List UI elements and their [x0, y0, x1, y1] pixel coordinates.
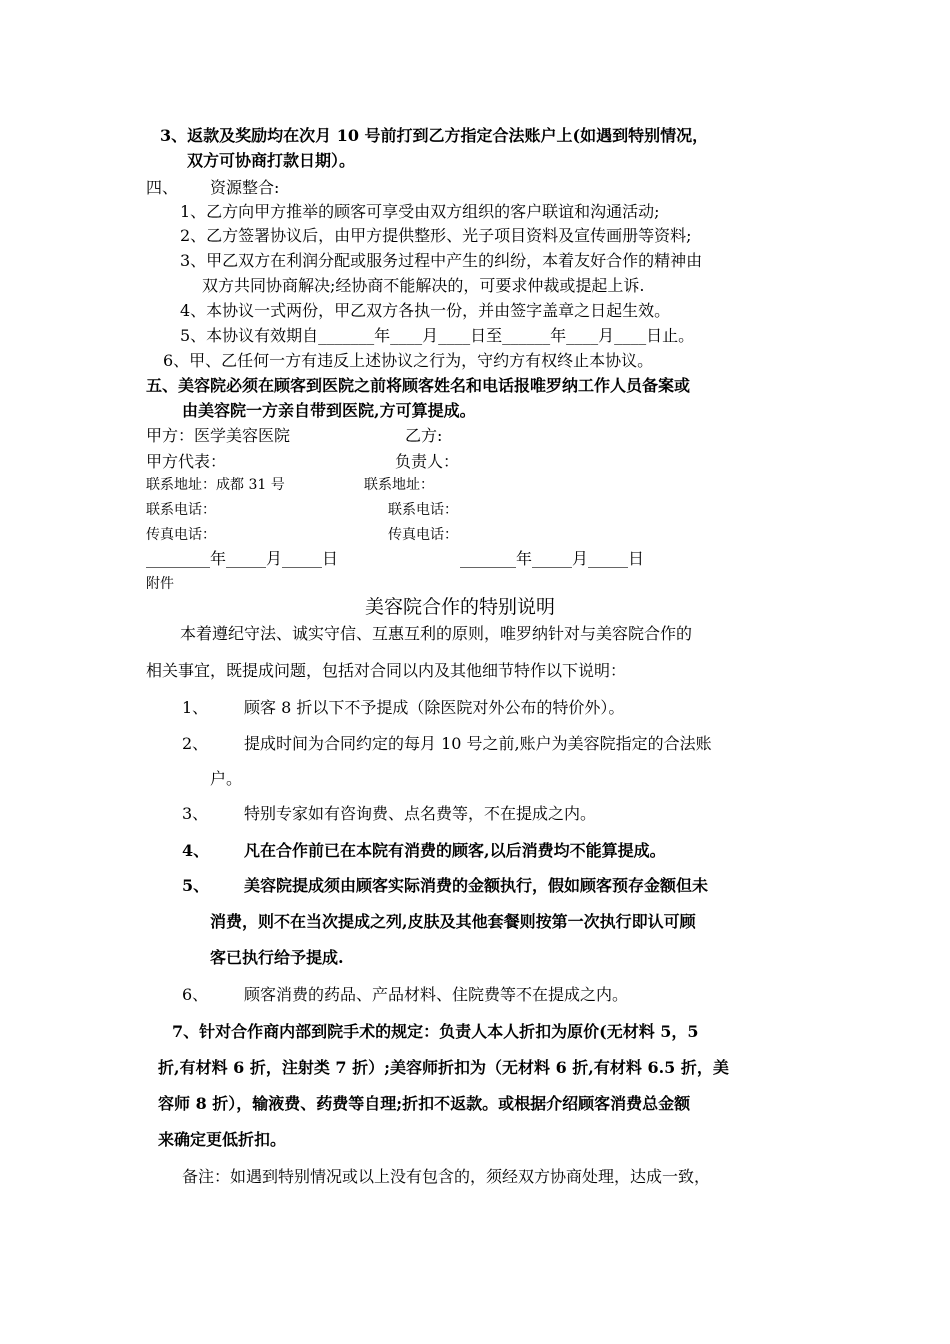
annex-note: 备注：如遇到特别情况或以上没有包含的，须经双方协商处理，达成一致， — [182, 1167, 711, 1186]
annex-item-1-number: 1、 — [182, 698, 209, 717]
resource-item-5: 5、本协议有效期自_______年____月____日至______年____月____日止。 — [180, 326, 695, 345]
annex-item-7-line-1: 7、针对合作商内部到院手术的规定：负责人本人折扣为原价(无材料 5，5 — [172, 1022, 699, 1041]
resource-item-3-line-2: 双方共同协商解决;经协商不能解决的，可要求仲裁或提起上诉. — [202, 276, 645, 295]
resource-item-4: 4、本协议一式两份，甲乙双方各执一份，并由签字盖章之日起生效。 — [180, 301, 671, 320]
annex-item-3-text: 特别专家如有咨询费、点名费等，不在提成之内。 — [244, 804, 597, 823]
annex-item-7-line-3: 容师 8 折），输液费、药费等自理;折扣不返款。或根据介绍顾客消费总金额 — [158, 1094, 691, 1113]
party-b-address: 联系地址： — [364, 477, 434, 493]
annex-item-5-line-3: 客已执行给予提成. — [210, 948, 344, 967]
resource-item-2: 2、乙方签署协议后，由甲方提供整形、光子项目资料及宣传画册等资料; — [180, 226, 692, 245]
party-b-responsible: 负责人： — [395, 452, 460, 471]
annex-item-5-line-2: 消费，则不在当次提成之列,皮肤及其他套餐则按第一次执行即认可顾 — [210, 912, 696, 931]
annex-item-7-line-2: 折,有材料 6 折，注射类 7 折）;美容师折扣为（无材料 6 折,有材料 6.5 折，美 — [158, 1058, 729, 1077]
party-a-address: 联系地址：成都 31 号 — [146, 477, 285, 493]
annex-item-7-line-4: 来确定更低折扣。 — [158, 1130, 287, 1149]
annex-item-1-text: 顾客 8 折以下不予提成（除医院对外公布的特价外）。 — [244, 698, 625, 717]
annex-intro-line-2: 相关事宜，既提成问题，包括对合同以内及其他细节特作以下说明： — [146, 661, 627, 680]
annex-item-6-text: 顾客消费的药品、产品材料、住院费等不在提成之内。 — [244, 985, 629, 1004]
section-five-line-1: 五、美容院必须在顾客到医院之前将顾客姓名和电话报唯罗纳工作人员备案或 — [146, 376, 691, 395]
annex-item-2-line-2: 户。 — [210, 769, 243, 788]
party-a-date: ________年_____月_____日 — [146, 549, 339, 568]
section-four-title: 资源整合: — [210, 178, 280, 197]
annex-title: 美容院合作的特别说明 — [365, 596, 556, 618]
annex-item-6-number: 6、 — [182, 985, 209, 1004]
annex-intro-line-1: 本着遵纪守法、诚实守信、互惠互利的原则，唯罗纳针对与美容院合作的 — [180, 624, 693, 643]
refund-clause-line-1: 3、返款及奖励均在次月 10 号前打到乙方指定合法账户上(如遇到特别情况， — [160, 126, 709, 145]
party-b-fax: 传真电话： — [388, 527, 458, 543]
party-a-representative: 甲方代表： — [146, 452, 227, 471]
annex-item-2-number: 2、 — [182, 734, 209, 753]
party-b-phone: 联系电话： — [388, 502, 458, 518]
section-five-line-2: 由美容院一方亲自带到医院,方可算提成。 — [182, 401, 476, 420]
annex-item-5-number: 5、 — [182, 876, 210, 895]
resource-item-3-line-1: 3、甲乙双方在利润分配或服务过程中产生的纠纷，本着友好合作的精神由 — [180, 251, 703, 270]
annex-item-4-text: 凡在合作前已在本院有消费的顾客,以后消费均不能算提成。 — [244, 841, 666, 860]
party-b-date: _______年_____月_____日 — [460, 549, 645, 568]
party-a-name: 甲方：医学美容医院 — [146, 426, 291, 445]
resource-item-1: 1、乙方向甲方推举的顾客可享受由双方组织的客户联谊和沟通活动; — [180, 202, 660, 221]
annex-item-4-number: 4、 — [182, 841, 210, 860]
resource-item-6: 6、甲、乙任何一方有违反上述协议之行为，守约方有权终止本协议。 — [163, 351, 654, 370]
annex-label: 附件 — [146, 576, 174, 592]
refund-clause-line-2: 双方可协商打款日期）。 — [187, 151, 356, 170]
party-a-phone: 联系电话： — [146, 502, 216, 518]
annex-item-3-number: 3、 — [182, 804, 209, 823]
party-b-name: 乙方: — [405, 426, 443, 445]
party-a-fax: 传真电话： — [146, 527, 216, 543]
section-four-number: 四、 — [146, 178, 179, 197]
annex-item-5-line-1: 美容院提成须由顾客实际消费的金额执行，假如顾客预存金额但未 — [244, 876, 709, 895]
annex-item-2-line-1: 提成时间为合同约定的每月 10 号之前,账户为美容院指定的合法账 — [244, 734, 712, 753]
